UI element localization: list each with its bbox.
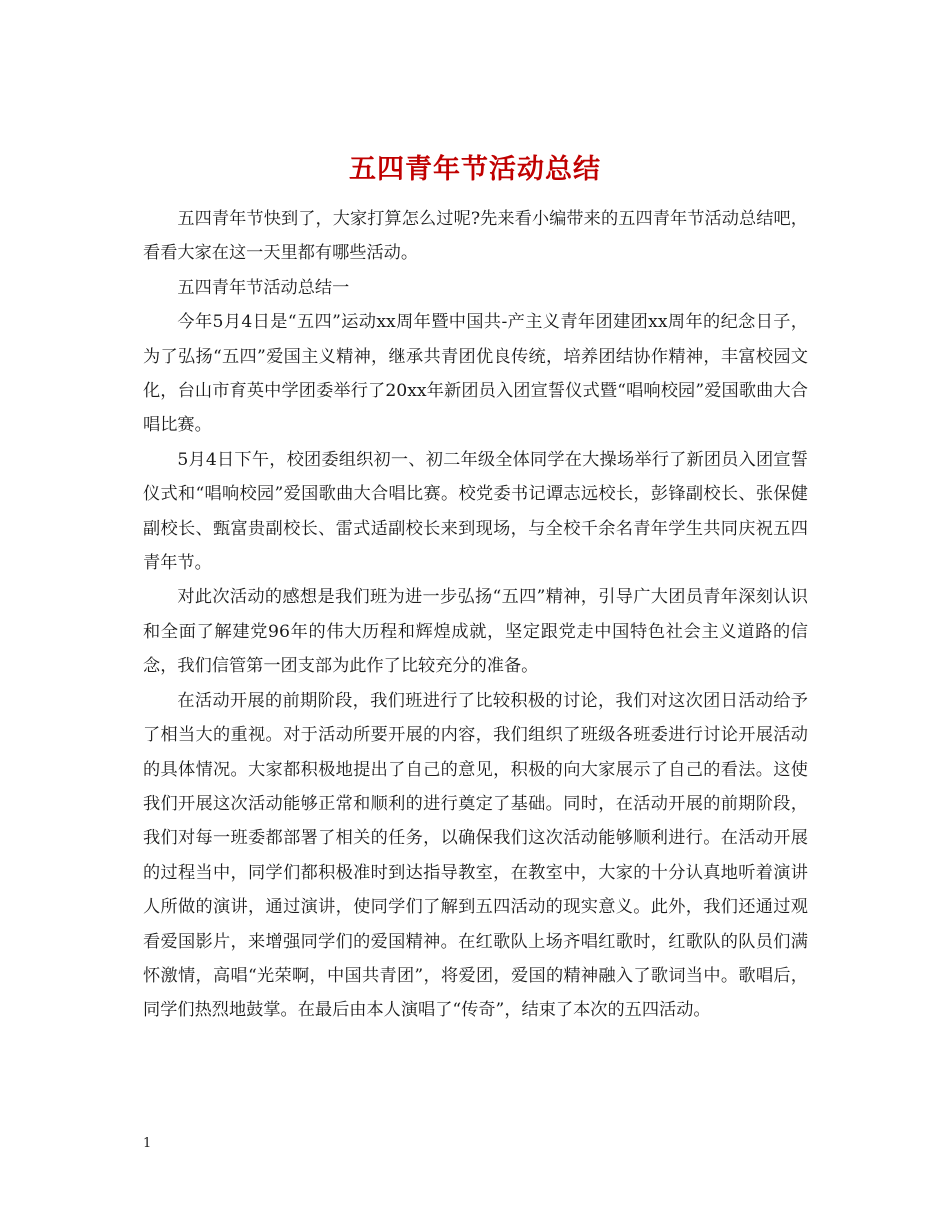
document-body — [143, 202, 808, 1028]
intro-paragraph: 五四青年节快到了，大家打算怎么过呢?先来看小编带来的五四青年节活动总结吧，看看大家在这一天里都有哪些活动。 — [143, 209, 808, 264]
document-title: 五四青年节活动总结 — [349, 154, 601, 186]
body-paragraph: 今年5月4日是“五四”运动xx周年暨中国共-产主义青年团建团xx周年的纪念日子，为了弘扬“五四”爱国主义精神，继承共青团优良传统，培养团结协作精神，丰富校园文化，台山市育英中学团委举行了20xx年新团员入团宣誓仪式暨“唱响校园”爱国歌曲大合唱比赛。 — [143, 312, 808, 436]
body-paragraph: 5月4日下午，校团委组织初一、初二年级全体同学在大操场举行了新团员入团宣誓仪式和“唱响校园”爱国歌曲大合唱比赛。校党委书记谭志远校长，彭锋副校长、张保健副校长、甄富贵副校长、雷式适副校长来到现场，与全校千余名青年学生共同庆祝五四青年节。 — [143, 449, 808, 574]
body-paragraph: 在活动开展的前期阶段，我们班进行了比较积极的讨论，我们对这次团日活动给予了相当大的重视。对于活动所要开展的内容，我们组织了班级各班委进行讨论开展活动的具体情况。大家都积极地提出了自己的意见，积极的向大家展示了自己的看法。这使我们开展这次活动能够正常和顺利的进行奠定了基础。同时，在活动开展的前期阶段，我们对每一班委都部署了相关的任务，以确保我们这次活动能够顺利进行。在活动开展的过程当中，同学们都积极准时到达指导教室，在教室中，大家的十分认真地听着演讲人所做的演讲，通过演讲，使同学们了解到五四活动的现实意义。此外，我们还通过观看爱国影片，来增强同学们的爱国精神。在红歌队上场齐唱红歌时，红歌队的队员们满怀激情，高唱“光荣啊，中国共青团”，将爱团，爱国的精神融入了歌词当中。歌唱后，同学们热烈地鼓掌。在最后由本人演唱了“传奇”，结束了本次的五四活动。 — [143, 690, 808, 1021]
section-heading: 五四青年节活动总结一 — [177, 277, 350, 298]
body-paragraph: 对此次活动的感想是我们班为进一步弘扬“五四”精神，引导广大团员青年深刻认识和全面了解建党96年的伟大历程和辉煌成就，坚定跟党走中国特色社会主义道路的信念，我们信管第一团支部为此作了比较充分的准备。 — [143, 587, 808, 677]
page-number: 1 — [143, 1136, 152, 1151]
